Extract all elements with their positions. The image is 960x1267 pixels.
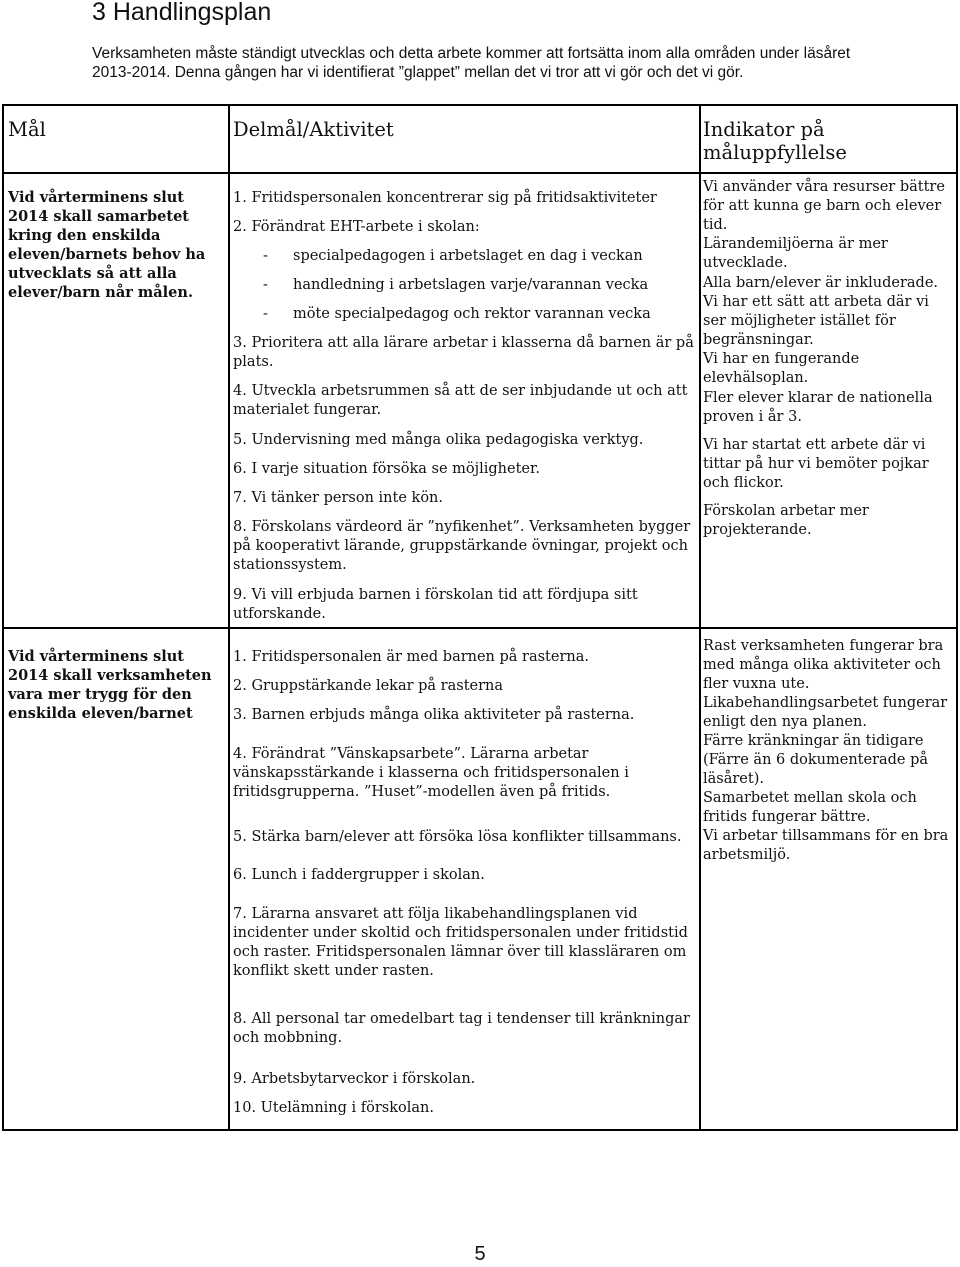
activity-item: 6. I varje situation försöka se möjligheter. [233, 461, 540, 477]
indicator-item: Likabehandlingsarbetet fungerar enligt den nya planen. [703, 695, 948, 730]
activity-item: 2. Gruppstärkande lekar på rasterna [233, 678, 504, 694]
indicator-item: Samarbetet mellan skola och fritids fungerar bättre. [703, 790, 917, 825]
indicator-item: Lärandemiljöerna är mer utvecklade. [703, 236, 888, 271]
indicator-item: Rast verksamheten fungerar bra med många olika aktiviteter och fler vuxna ute. [703, 638, 944, 692]
activity-item: 8. Förskolans värdeord är ”nyfikenhet”. Verksamheten bygger på kooperativt lärande, gruppstärkande övningar, projekt och stationssystem. [233, 519, 691, 573]
activity-item: 9. Arbetsbytarveckor i förskolan. [233, 1071, 476, 1087]
activity-item: 5. Undervisning med många olika pedagogiska verktyg. [233, 432, 644, 448]
indicator-item: Vi har startat ett arbete där vi tittar på hur vi bemöter pojkar och flickor. [703, 437, 929, 491]
indicator-item: Vi har en fungerande elevhälsoplan. [703, 351, 860, 386]
activity-item: 1. Fritidspersonalen koncentrerar sig på fritidsaktiviteter [233, 190, 657, 206]
column-divider [699, 106, 701, 1129]
goal-cell: Vid vårterminens slut 2014 skall samarbetet kring den enskilda eleven/barnets behov ha utvecklats så att alla elever/barn når målen. [8, 189, 206, 301]
activity-item: 6. Lunch i faddergrupper i skolan. [233, 867, 485, 883]
column-header-goal: Mål [8, 118, 46, 141]
indicator-item: Förskolan arbetar mer projekterande. [703, 503, 869, 538]
section-heading: 3 Handlingsplan [92, 0, 272, 26]
activity-item: 3. Prioritera att alla lärare arbetar i klasserna då barnen är på plats. [233, 335, 694, 370]
activity-item: 1. Fritidspersonalen är med barnen på rasterna. [233, 649, 589, 665]
activity-item: 10. Utelämning i förskolan. [233, 1100, 434, 1116]
activity-item: 7. Vi tänker person inte kön. [233, 490, 443, 506]
indicator-item: Vi använder våra resurser bättre för att kunna ge barn och elever tid. [703, 179, 945, 233]
column-divider [228, 106, 230, 1129]
indicator-item: Färre kränkningar än tidigare (Färre än 6 dokumenterade på läsåret). [703, 733, 929, 787]
activity-item: 4. Förändrat ”Vänskapsarbete”. Lärarna arbetar vänskapsstärkande i klasserna och fritidspersonalen i fritidsgrupperna. ”Huset”-modellen även på fritids. [233, 746, 629, 800]
indicator-item: Alla barn/elever är inkluderade. [703, 275, 939, 291]
activity-cell [233, 106, 699, 1129]
activity-item: 2. Förändrat EHT-arbete i skolan: [233, 219, 480, 235]
column-header-activity: Delmål/Aktivitet [233, 118, 394, 141]
activity-item: 3. Barnen erbjuds många olika aktiviteter på rasterna. [233, 707, 635, 723]
indicator-item: Fler elever klarar de nationella proven i år 3. [703, 390, 933, 425]
indicator-cell [703, 106, 955, 1129]
activity-item: 5. Stärka barn/elever att försöka lösa konflikter tillsammans. [233, 829, 682, 845]
indicator-item: Vi arbetar tillsammans för en bra arbetsmiljö. [703, 828, 949, 863]
activity-item: 4. Utveckla arbetsrummen så att de ser inbjudande ut och att materialet fungerar. [233, 383, 688, 418]
indicator-item: Vi har ett sätt att arbeta där vi ser möjligheter istället för begränsningar. [703, 294, 929, 348]
goal-cell: Vid vårterminens slut 2014 skall verksamheten vara mer trygg för den enskilda eleven/barnet [8, 648, 212, 722]
page-number: 5 [474, 1243, 486, 1265]
column-header-indicator: Indikator på måluppfyllelse [703, 118, 847, 164]
action-plan-table [2, 104, 958, 1131]
activity-item: 9. Vi vill erbjuda barnen i förskolan tid att fördjupa sitt utforskande. [233, 587, 638, 622]
activity-item: 8. All personal tar omedelbart tag i tendenser till kränkningar och mobbning. [233, 1011, 690, 1046]
activity-item: 7. Lärarna ansvaret att följa likabehandlingsplanen vid incidenter under skoltid och fritidspersonalen under fritidstid och raster. Fritidspersonalen lämnar över till klassläraren om konflikt skett under rasten. [233, 906, 688, 979]
activity-cell: 1. Fritidspersonalen koncentrerar sig på fritidsaktiviteter 2. Förändrat EHT-arbete i skolan: - specialpedagogen i arbetslaget en dag i veckan - handledning i arbetslagen varje/varannan vecka - möte specialpedagog och rektor varannan vecka 3. Prioritera att alla lärare arbetar i klasserna då barnen är på plats. 4. Utveckla arbetsrummen så att de ser inbjudande ut och att materialet fungerar. 5. Undervisning med många olika pedagogiska verktyg. 6. I varje situation försöka se möjligheter. 7. Vi tänker person inte kön. 8. Förskolans värdeord är ”nyfikenhet”. Verksamheten bygger på kooperativt lärande, gruppstärkande övningar, projekt och stationssystem. 9. Vi vill erbjuda barnen i förskolan tid att fördjupa sitt utforskande. [233, 106, 699, 627]
intro-paragraph: Verksamheten måste ständigt utvecklas och detta arbete kommer att fortsätta inom alla områden under läsåret 2013-2014. Denna gången har vi identifierat ”glappet” mellan det vi tror att vi gör och det vi gör. [92, 45, 851, 81]
